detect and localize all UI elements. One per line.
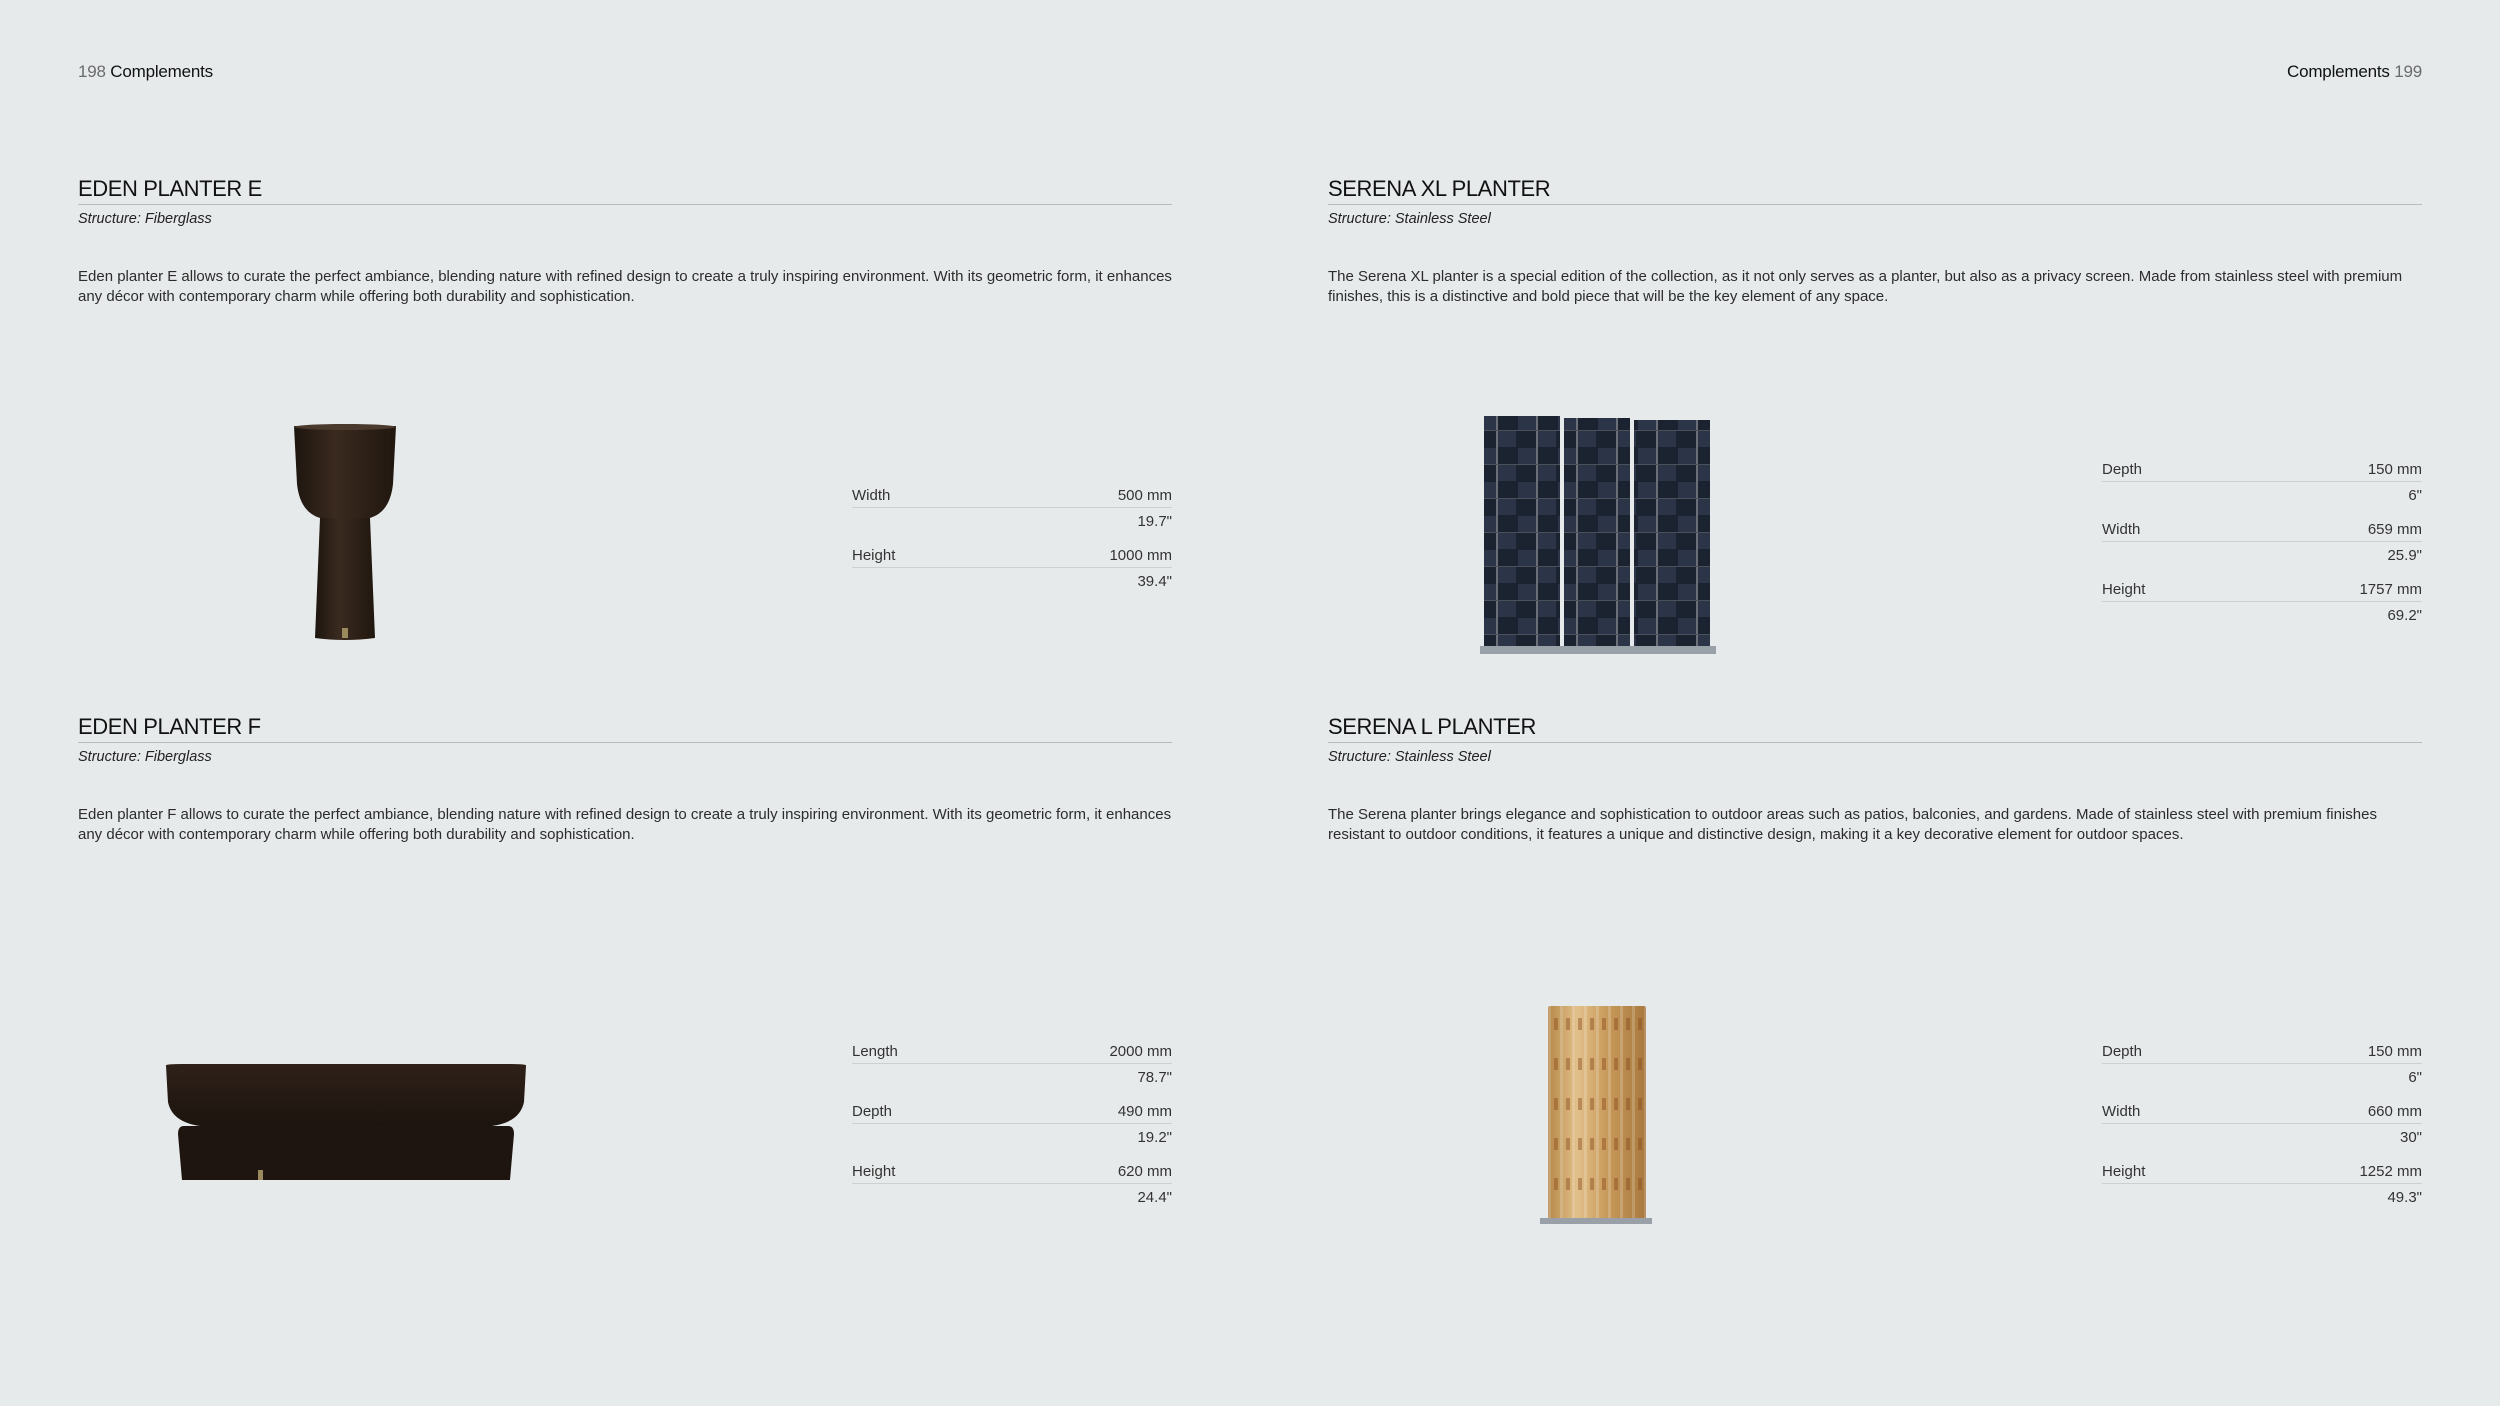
spec-width bbox=[2102, 1100, 2422, 1160]
spec-metric: 660 mm bbox=[2367, 1103, 2422, 1120]
spec-metric: 659 mm bbox=[2367, 521, 2422, 538]
spec-imperial: 19.2" bbox=[1137, 1129, 1172, 1146]
product-eden-planter-f bbox=[78, 714, 1172, 845]
spec-height bbox=[852, 544, 1172, 604]
spec-length bbox=[852, 1040, 1172, 1100]
product-title: SERENA L PLANTER bbox=[1328, 714, 2422, 743]
spec-label: Width bbox=[2102, 1103, 2141, 1120]
spec-label: Width bbox=[2102, 521, 2141, 538]
specs-eden-planter-e bbox=[852, 484, 1172, 604]
spec-height bbox=[2102, 1160, 2422, 1220]
eden-planter-e-image bbox=[290, 424, 400, 644]
product-structure: Structure: Stainless Steel bbox=[1328, 749, 1491, 765]
spec-metric: 500 mm bbox=[1117, 487, 1172, 504]
product-eden-planter-e bbox=[78, 176, 1172, 307]
spec-metric: 490 mm bbox=[1117, 1103, 1172, 1120]
spec-imperial: 30" bbox=[2399, 1129, 2422, 1146]
page-header-right bbox=[2287, 62, 2422, 82]
spec-label: Height bbox=[852, 1163, 896, 1180]
spec-label: Length bbox=[852, 1043, 898, 1060]
spec-imperial: 19.7" bbox=[1137, 513, 1172, 530]
spec-label: Height bbox=[2102, 581, 2146, 598]
eden-planter-f-image bbox=[162, 1062, 530, 1184]
spec-label: Width bbox=[852, 487, 891, 504]
spec-metric: 1757 mm bbox=[2359, 581, 2422, 598]
serena-l-planter-image bbox=[1536, 1004, 1656, 1226]
specs-serena-l-planter bbox=[2102, 1040, 2422, 1220]
product-description: The Serena planter brings elegance and sophistication to outdoor areas such as patios, balconies, and gardens. Made of stainless steel with premium finishes resistant to outdoor conditions, it features a unique and distinctive design, making it a key decorative element for outdoor spaces. bbox=[1328, 806, 2377, 843]
product-structure: Structure: Fiberglass bbox=[78, 749, 212, 765]
product-title: EDEN PLANTER E bbox=[78, 176, 1172, 205]
spec-metric: 1000 mm bbox=[1109, 547, 1172, 564]
spec-imperial: 6" bbox=[2408, 1069, 2422, 1086]
spec-metric: 150 mm bbox=[2367, 1043, 2422, 1060]
product-description: Eden planter F allows to curate the perfect ambiance, blending nature with refined design to create a truly inspiring environment. With its geometric form, it enhances any décor with contemporary charm while offering both durability and sophistication. bbox=[78, 806, 1172, 843]
spec-imperial: 49.3" bbox=[2387, 1189, 2422, 1206]
spec-label: Height bbox=[2102, 1163, 2146, 1180]
spec-label: Height bbox=[852, 547, 896, 564]
spec-depth bbox=[2102, 458, 2422, 518]
product-serena-l-planter bbox=[1328, 714, 2422, 845]
spec-metric: 1252 mm bbox=[2359, 1163, 2422, 1180]
spec-metric: 620 mm bbox=[1117, 1163, 1172, 1180]
product-structure: Structure: Fiberglass bbox=[78, 211, 212, 227]
page-number: 198 bbox=[78, 62, 106, 81]
spec-imperial: 24.4" bbox=[1137, 1189, 1172, 1206]
product-structure: Structure: Stainless Steel bbox=[1328, 211, 1491, 227]
spec-label: Depth bbox=[2102, 1043, 2143, 1060]
spec-metric: 150 mm bbox=[2367, 461, 2422, 478]
section-title: Complements bbox=[2287, 62, 2390, 81]
spec-height bbox=[852, 1160, 1172, 1220]
specs-serena-xl-planter bbox=[2102, 458, 2422, 638]
spec-label: Depth bbox=[852, 1103, 893, 1120]
page-number: 199 bbox=[2394, 62, 2422, 81]
spec-imperial: 69.2" bbox=[2387, 607, 2422, 624]
section-title: Complements bbox=[110, 62, 213, 81]
spec-label: Depth bbox=[2102, 461, 2143, 478]
product-serena-xl-planter bbox=[1328, 176, 2422, 307]
spec-imperial: 78.7" bbox=[1137, 1069, 1172, 1086]
serena-xl-planter-image bbox=[1478, 414, 1718, 656]
product-description: Eden planter E allows to curate the perfect ambiance, blending nature with refined design to create a truly inspiring environment. With its geometric form, it enhances any décor with contemporary charm while offering both durability and sophistication. bbox=[78, 268, 1172, 305]
spec-metric: 2000 mm bbox=[1109, 1043, 1172, 1060]
product-title: EDEN PLANTER F bbox=[78, 714, 1172, 743]
spec-imperial: 6" bbox=[2408, 487, 2422, 504]
spec-imperial: 39.4" bbox=[1137, 573, 1172, 590]
product-description: The Serena XL planter is a special edition of the collection, as it not only serves as a planter, but also as a privacy screen. Made from stainless steel with premium finishes, this is a distinctive and bold piece that will be the key element of any space. bbox=[1328, 268, 2403, 305]
spec-depth bbox=[2102, 1040, 2422, 1100]
spec-width bbox=[2102, 518, 2422, 578]
spec-height bbox=[2102, 578, 2422, 638]
spec-imperial: 25.9" bbox=[2387, 547, 2422, 564]
spec-width bbox=[852, 484, 1172, 544]
spec-depth bbox=[852, 1100, 1172, 1160]
specs-eden-planter-f bbox=[852, 1040, 1172, 1220]
product-title: SERENA XL PLANTER bbox=[1328, 176, 2422, 205]
page-header-left bbox=[78, 62, 213, 82]
